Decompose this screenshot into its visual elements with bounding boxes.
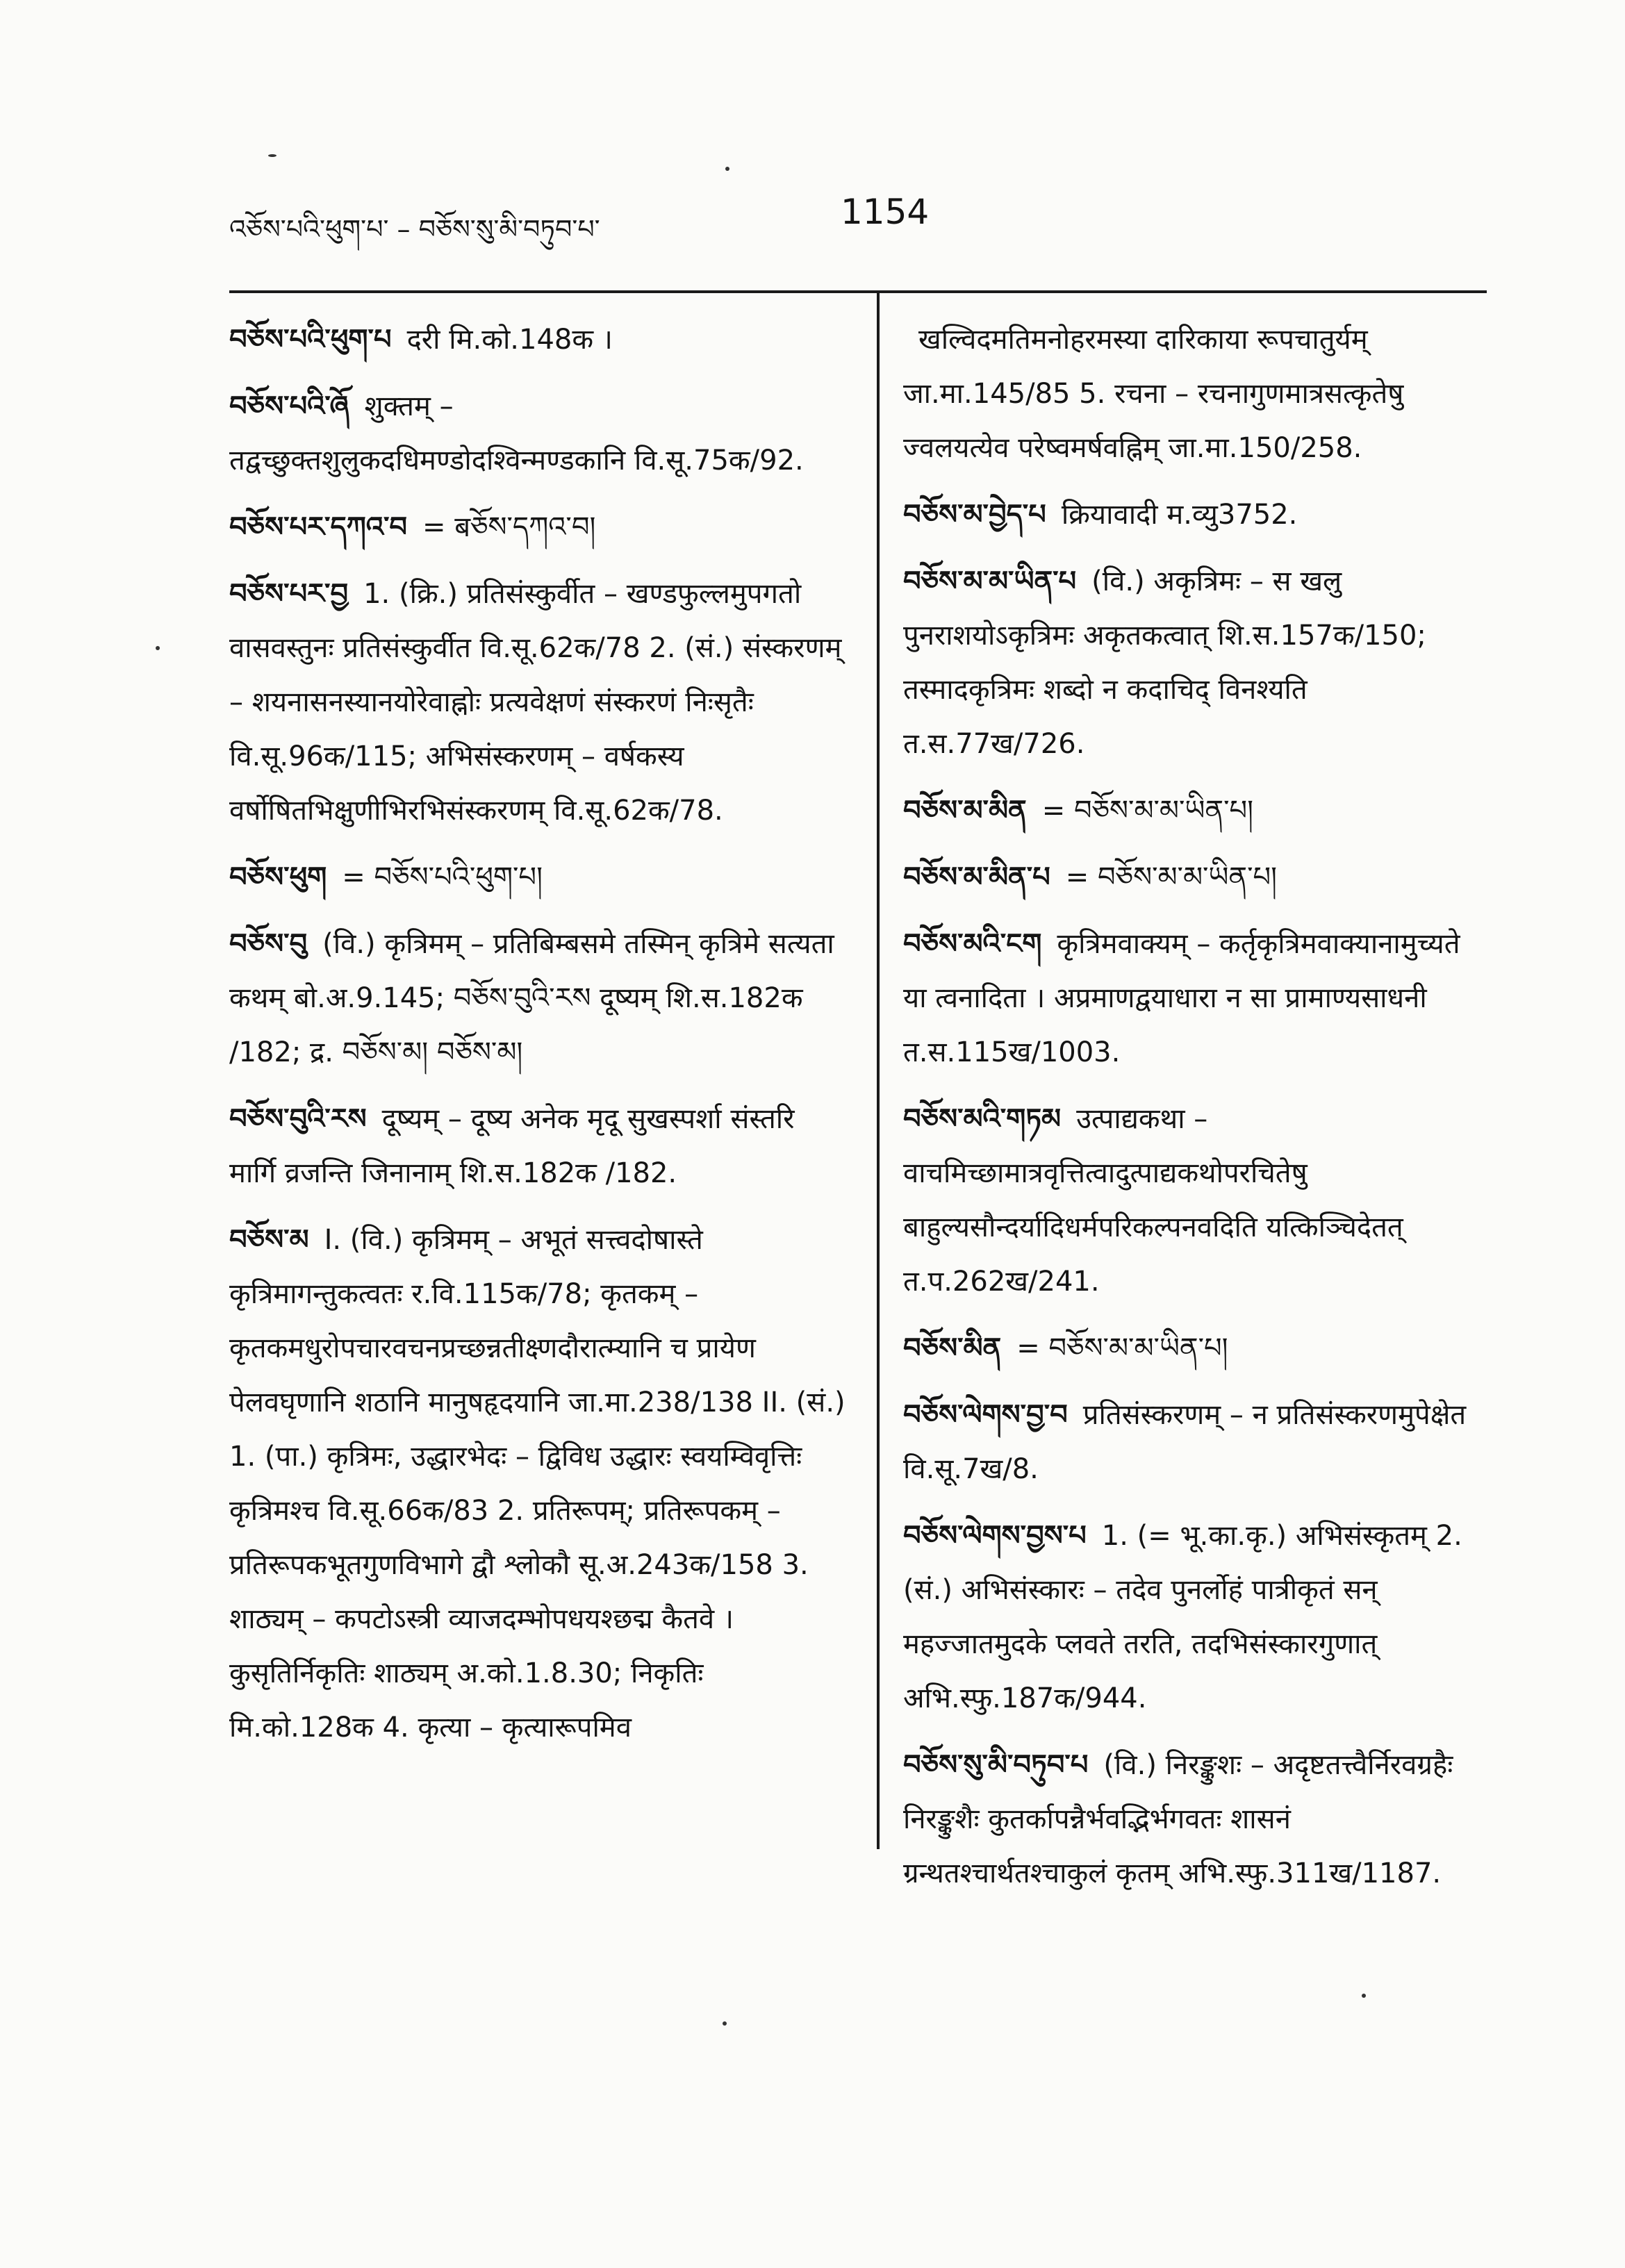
dictionary-entry: [903, 1388, 1487, 1496]
dictionary-entry: [903, 1738, 1487, 1901]
dictionary-entry: [229, 500, 848, 554]
headword: བཅོས་བུའི་རས: [229, 1102, 367, 1135]
scan-speck: [1362, 1994, 1366, 1998]
dictionary-entry: [903, 1092, 1487, 1309]
scan-speck: [723, 2021, 727, 2026]
definition: = བཅོས་མ་མ་ཡིན་པ།: [1016, 1332, 1228, 1364]
definition: उत्पाद्यकथा – वाचमिच्छामात्रवृत्तित्वादुत्पाद्यकथोपरचितेषु बाहुल्यसौन्दर्यादिधर्मपरिकल्पनवदिति यत्किञ्चिदेतत् त.प.262ख/241.: [903, 1103, 1403, 1298]
definition: शुक्तम् – तद्वच्छुक्तशुलुकदधिमण्डोदश्विन्मण्डकानि वि.सू.75क/92.: [229, 390, 804, 477]
headword: བཅོས་སུ་མི་བཏུབ་པ: [903, 1748, 1089, 1781]
definition: = བཅོས་མ་མ་ཡིན་པ།: [1041, 795, 1254, 827]
dictionary-entry: [229, 850, 848, 904]
dictionary-entry: [903, 784, 1487, 838]
headword: བཅོས་མའི་ངག: [903, 927, 1042, 960]
headword: བཅོས་པར་བྱ: [229, 577, 349, 610]
headword: བཅོས་མ་བྱེད་པ: [903, 498, 1046, 531]
column-divider: [877, 293, 880, 1849]
definition: कृत्रिमवाक्यम् – कर्तृकृत्रिमवाक्यानामुच्यते या त्वनादिता । अप्रमाणद्वयाधारा न सा प्रामाण्यसाधनी त.स.115ख/1003.: [903, 928, 1460, 1068]
headword: བཅོས་མིན: [903, 1332, 1002, 1364]
headword: བཅོས་པར་དཀའ་བ: [229, 511, 407, 543]
scan-speck: [725, 167, 729, 171]
dictionary-entry: [903, 1509, 1487, 1725]
definition: खल्विदमतिमनोहरमस्या दारिकाया रूपचातुर्यम् जा.मा.145/85 5. रचना – रचनागुणमात्रसत्कृतेषु ज्वलयत्येव परेष्वमर्षवह्निम् जा.मा.150/258.: [903, 324, 1404, 464]
definition: दरी मि.को.148क ।: [406, 324, 613, 356]
headword: བཅོས་ཕུག: [229, 861, 327, 893]
definition: (वि.) निरङ्कुशः – अदृष्टतत्त्वैर्निरवग्रहैः निरङ्कुशैः कुतर्कापन्नैर्भवद्भिर्भगवतः शासनं ग्रन्थतश्चार्थतश्चाकुलं कृतम् अभि.स्फु.311ख/1187.: [903, 1749, 1453, 1889]
dictionary-entry: [903, 554, 1487, 771]
headword: བཅོས་པའི་ཕུག་པ: [229, 323, 392, 356]
headword: བཅོས་མའི་གཏམ: [903, 1102, 1062, 1135]
headword: བཅོས་མ: [229, 1223, 309, 1256]
headword: བཅོས་མ་མ་ཡིན་པ: [903, 565, 1077, 597]
definition: क्रियावादी म.व्यु3752.: [1061, 499, 1298, 531]
dictionary-entry: [229, 313, 848, 367]
dictionary-entry: [229, 1092, 848, 1200]
definition: = བཅོས་མ་མ་ཡིན་པ།: [1065, 861, 1278, 893]
dictionary-entry: [229, 917, 848, 1079]
scan-speck: [156, 646, 160, 650]
left-column: [229, 313, 848, 1767]
definition: दूष्यम् – दूष्य अनेक मृदू सुखस्पर्शा संस्तरि मार्गि व्रजन्ति जिनानाम् शि.स.182क /182.: [229, 1103, 795, 1189]
dictionary-entry: [903, 488, 1487, 542]
dictionary-entry: [903, 1321, 1487, 1375]
definition: (वि.) अकृत्रिमः – स खलु पुनराशयोऽकृत्रिमः अकृतकत्वात् शि.स.157क/150; तस्मादकृत्रिमः शब्दो न कदाचिद् विनश्यति त.स.77ख/726.: [903, 565, 1426, 760]
dictionary-entry-continued: [903, 313, 1487, 475]
definition: 1. (क्रि.) प्रतिसंस्कुर्वीत – खण्डफुल्लमुपगतो वासवस्तुनः प्रतिसंस्कुर्वीत वि.सू.62क/78 2. (सं.) संस्करणम् – शयनासनस्यानयोरेवाह्नोः प्रत्यवेक्षणं संस्करणं निःसृतैः वि.सू.96क/115; अभिसंस्करणम् – वर्षकस्य वर्षोषितभिक्षुणीभिरभिसंस्करणम् वि.सू.62क/78.: [229, 578, 842, 827]
definition: प्रतिसंस्करणम् – न प्रतिसंस्करणमुपेक्षेत वि.सू.7ख/8.: [903, 1399, 1467, 1485]
page-number: 1154: [841, 192, 930, 232]
dictionary-entry: [229, 567, 848, 838]
scan-speck: [268, 154, 277, 157]
definition: I. (वि.) कृत्रिमम् – अभूतं सत्त्वदोषास्ते कृत्रिमागन्तुकत्वतः र.वि.115क/78; कृतकम् – कृतकमधुरोपचारवचनप्रच्छन्नतीक्ष्णदौरात्म्यानि च प्रायेण पेलवघृणानि शठानि मानुषहृदयानि जा.मा.238/138 II. (सं.) 1. (पा.) कृत्रिमः, उद्धारभेदः – द्विविध उद्धारः स्वयम्विवृत्तिः कृत्रिमश्च वि.सू.66क/83 2. प्रतिरूपम्; प्रतिरूपकम् – प्रतिरूपकभूतगुणविभागे द्वौ श्लोकौ सू.अ.243क/158 3. शाठ्यम् – कपटोऽस्त्री व्याजदम्भोपधयश्छद्म कैतवे । कुसृतिर्निकृतिः शाठ्यम् अ.को.1.8.30; निकृतिः मि.को.128क 4. कृत्या – कृत्यारूपमिव: [229, 1224, 846, 1744]
dictionary-entry: [903, 850, 1487, 904]
running-header: [229, 194, 1487, 243]
headword: བཅོས་ལེགས་བྱ་བ: [903, 1398, 1068, 1431]
headword: བཅོས་མ་མིན: [903, 794, 1027, 827]
definition: = बཅོས་དཀའ་བ།: [422, 511, 596, 543]
headword: བཅོས་པའི་ཞོ: [229, 390, 349, 422]
headword: བཅོས་ལེགས་བྱས་པ: [903, 1519, 1087, 1552]
guide-words: འཅོས་པའི་ཕུག་པ་ – བཅོས་སུ་མི་བཏུབ་པ་: [229, 214, 600, 245]
definition: 1. (= भू.का.कृ.) अभिसंस्कृतम् 2. (सं.) अभिसंस्कारः – तदेव पुनर्लोहं पात्रीकृतं सन् महज्जातमुदके प्लवते तरति, तदभिसंस्कारगुणात् अभि.स्फु.187क/944.: [903, 1520, 1462, 1714]
dictionary-entry: [903, 917, 1487, 1079]
dictionary-entry: [229, 1213, 848, 1755]
definition: = བཅོས་པའི་ཕུག་པ།: [342, 861, 543, 893]
headword: བཅོས་བུ: [229, 927, 308, 960]
right-column: [903, 313, 1487, 1913]
definition: (वि.) कृत्रिमम् – प्रतिबिम्बसमे तस्मिन् कृत्रिमे सत्यता कथम् बो.अ.9.145; བཅོས་བུའི་རས दूष्यम् शि.स.182क /182; द्र. བཅོས་མ། བཅོས་མ།: [229, 928, 834, 1068]
header-rule: [229, 290, 1487, 293]
headword: བཅོས་མ་མིན་པ: [903, 861, 1050, 893]
dictionary-entry: [229, 379, 848, 488]
